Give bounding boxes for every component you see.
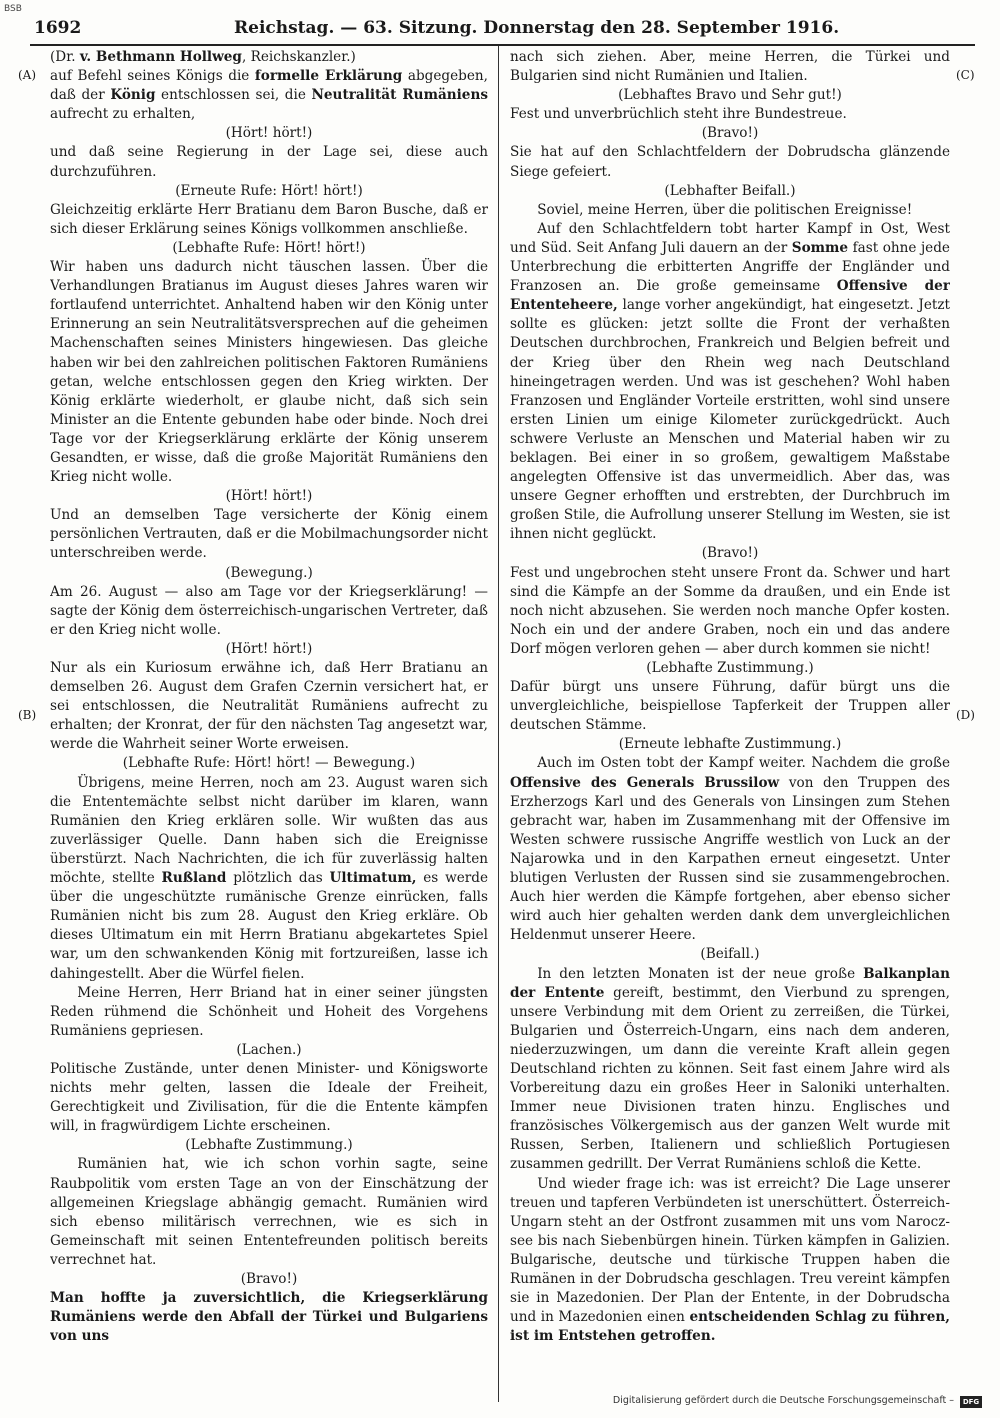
paragraph: Man hoffte ja zuversichtlich, die Kriegserklärung Rumäniens werde den Abfall der Türkei und Bulgariens von uns [50,1290,488,1345]
paragraph: Soviel, meine Herren, über die politischen Ereignisse! [537,201,913,218]
stage-direction: (Hört! hört!) [225,488,313,505]
library-mark: BSB [4,4,22,14]
paragraph: Politische Zustände, unter denen Minister- und Königsworte nichts mehr gelten, lassen die Ideale der Freiheit, Gerechtigkeit und Zivilisation, für die die Entente kämpfen will, in fragwürdigem Lichte erscheinen. [50,1060,488,1135]
paragraph: Nur als ein Kuriosum erwähne ich, daß Herr Bratianu an demselben 26. August dem Grafen Czernin versichert hat, er sei entschlossen, die Neutralität Rumäniens aufrecht zu erhalten; der Kronrat, der für den nächsten Tag angesetzt war, werde die Wahrheit seiner Worte erweisen. [50,660,488,753]
stage-direction: (Erneute Rufe: Hört! hört!) [175,182,363,199]
stage-direction: (Bewegung.) [225,564,313,581]
column-rule [498,46,499,1402]
paragraph: nach sich ziehen. Aber, meine Herren, die Türkei und Bulgarien sind nicht Rumänien und Italien. [510,49,950,85]
stage-direction: (Bravo!) [701,125,759,142]
margin-mark-a: (A) [18,68,37,82]
speaker-prefix: (Dr. [50,49,80,65]
paragraph: Fest und unverbrüchlich steht ihre Bundestreue. [510,106,847,123]
paragraph: Wir haben uns dadurch nicht täuschen lassen. Über die Verhandlungen Bratianus im August dieses Jahres waren wir fortlaufend unterrichtet. Anhaltend haben wir den König unter Erinnerung an sein Neutralitätsversprechen auf die geheimen Machenschaften seines Ministers hingewiesen. Das gleiche haben wir bei den zahlreichen politischen Faktoren Rumäniens getan, welche entschlossen gegen den Krieg wirkten. Der König erklärte wiederholt, er glaube nicht, daß sich sein Minister an die Entente gebunden habe oder binde. Noch drei Tage vor der Kriegserklärung erklärte der König unserem Gesandten, er wisse, daß die große Majorität Rumäniens den Krieg nicht wolle. [50,259,488,486]
speaker-line [50,48,488,67]
page-title: Reichstag. — 63. Sitzung. Donnerstag den 28. September 1916. [234,18,840,38]
paragraph: Rumänien hat, wie ich schon vorhin sagte, seine Raubpolitik vom ersten Tage an von der Einschätzung der allgemeinen Kriegslage abhängig gemacht. Rumänien wird sich ebenso militärisch verrechnen, wie es sich in Gemeinschaft mit seinen Ententefreunden politisch bereits verrechnet hat. [50,1156,488,1268]
stage-direction: (Lebhaftes Bravo und Sehr gut!) [618,87,842,104]
paragraph: Übrigens, meine Herren, noch am 23. August waren sich die Ententemächte selbst nicht darüber im klaren, wann Rumänien den Krieg erklären solle. Wir wußten das aus zuverlässiger Quelle. Dann haben sich die Ereignisse überstürzt. Nach Nachrichten, die ich für zuverlässig halten möchte, stellte Rußland plötzlich das Ultimatum, es werde über die ungeschützte rumänische Grenze einrücken, falls Rumänien nicht bis zum 28. August den Krieg erkläre. Ob dieses Ultimatum ein mit Herrn Bratianu abgekartetes Spiel war, um den schwankenden König mit fortzureißen, lasse ich dahingestellt. Aber die Würfel fielen. [50,774,488,982]
paragraph: Dafür bürgt uns unsere Führung, dafür bürgt uns die unvergleichliche, beispiellose Tapferkeit der Truppen aller deutschen Stämme. [510,679,950,734]
page-header [34,18,970,42]
stage-direction: (Lachen.) [236,1041,302,1058]
stage-direction: (Bravo!) [701,545,759,562]
stage-direction: (Bravo!) [240,1271,298,1287]
stage-direction: (Lebhafte Zustimmung.) [185,1137,353,1154]
paragraph: auf Befehl seines Königs die formelle Erklärung abgegeben, daß der König entschlossen sei, die Neutralität Rumäniens aufrecht zu erhalten, [50,68,488,123]
paragraph: In den letzten Monaten ist der neue große Balkanplan der Entente gereift, bestimmt, den Vierbund zu sprengen, unsere Verbindung mit dem Orient zu zerreißen, die Türkei, Bulgarien und Österreich-Ungarn, eins nach dem anderen, niederzuzwingen, um dann die vereinte Kraft allein gegen Deutschland richten zu können. Seit fast einem Jahre wird als Vorbereitung dazu ein großes Heer in Saloniki unterhalten. Immer neue Divisionen traten hinzu. Englisches und französisches Völkergemisch aus der ganzen Welt wurde mit Russen, Serben, Italienern und schließlich Portugiesen zusammen gedrillt. Der Verrat Rumäniens schloß die Kette. [510,965,950,1173]
paragraph: Auf den Schlachtfeldern tobt harter Kampf in Ost, West und Süd. Seit Anfang Juli dauern an der Somme fast ohne jede Unterbrechung die erbitterten Angriffe der Engländer und Franzosen an. Die große gemeinsame Offensive der Ententeheere, lange vorher angekündigt, hat eingesetzt. Jetzt sollte es glücken: jetzt sollte die Front der verhaßten Deutschen durchbrochen, Frankreich und Belgien befreit und der Krieg über den Rhein weg nach Deutschland hineingetragen werden. Und was ist geschehen? Wohl haben Franzosen und Engländer Vorteile erstritten, wohl sind unsere ersten Linien um einige Kilometer zurückgedrückt. Auch schwere Verluste an Menschen und Material haben wir zu beklagen. Bei einer in so großem, gewaltigem Maßstabe angelegten Offensive ist das unvermeidlich. Aber das, was unsere Gegner erhofften und erstrebten, der Durchbruch im großen Stile, die Aufrollung unserer Stellung im Westen, sie ist ihnen nicht geglückt. [510,220,950,543]
page-number: 1692 [34,18,82,38]
paragraph: Fest und ungebrochen steht unsere Front da. Schwer und hart sind die Kämpfe an der Somme da draußen, und ein Ende ist noch nicht abzusehen. Sie werden noch manche Opfer kosten. Noch ein und der andere Graben, noch ein und das andere Dorf mögen verloren gehen — aber durch kommen sie nicht! [510,564,950,657]
footer-credit: Digitalisierung gefördert durch die Deutsche Forschungsgemeinschaft – [612,1395,954,1406]
margin-mark-d: (D) [956,708,975,722]
paragraph: Und wieder frage ich: was ist erreicht? Die Lage unserer treuen und tapferen Verbündeten ist unerschüttert. Österreich-Ungarn steht an der Ostfront zusammen mit uns vom Naroczsee bis nach Siebenbürgen hinein. Türken kämpfen in Galizien. Bulgarische, deutsche und türkische Truppen haben die Rumänen in der Dobrudscha geschlagen. Treu vereint kämpfen sie in Mazedonien. Der Plan der Entente, in der Dobrudscha und in Mazedonien einen entscheidenden Schlag zu führen, ist im Entstehen getroffen. [510,1175,950,1345]
stage-direction: (Lebhafte Rufe: Hört! hört! — Bewegung.) [122,755,416,772]
right-column [510,48,950,1418]
paragraph: Sie hat auf den Schlachtfeldern der Dobrudscha glänzende Siege gefeiert. [510,144,950,180]
left-column [50,48,488,1418]
paragraph: Auch im Osten tobt der Kampf weiter. Nachdem die große Offensive des Generals Brussilow von den Truppen des Erzherzogs Karl und des Generals von Linsingen zum Stehen gebracht war, haben im Zusammenhang mit der Offensive im Westen schwere russische Angriffe westlich von Luck an der Najarowka und in den Karpathen erneut eingesetzt. Unter blutigen Verlusten der Russen sind sie zusammengebrochen. Auch hier werden die Kämpfe fortgehen, aber ebenso sicher wird auch hier gehalten werden dank dem unvergleichlichen Heldenmut unserer Heere. [510,755,950,944]
stage-direction: (Hört! hört!) [225,640,313,657]
header-rule [30,44,975,46]
paragraph: und daß seine Regierung in der Lage sei, diese auch durchzuführen. [50,144,488,180]
stage-direction: (Lebhafter Beifall.) [664,182,796,199]
speaker-role: , Reichskanzler.) [241,49,356,65]
paragraph: Am 26. August — also am Tage vor der Kriegserklärung! — sagte der König dem österreichisch-ungarischen Vertreter, daß er den Krieg nicht wolle. [50,583,488,638]
dfg-logo: DFG [960,1396,982,1408]
margin-mark-b: (B) [18,708,37,722]
stage-direction: (Hört! hört!) [225,125,313,142]
stage-direction: (Lebhafte Rufe: Hört! hört!) [172,239,366,256]
paragraph: Meine Herren, Herr Briand hat in einer seiner jüngsten Reden rühmend die Schönheit und Hoheit des Vorgehens Rumäniens gepriesen. [50,984,488,1039]
stage-direction: (Beifall.) [700,946,760,963]
paragraph: Gleichzeitig erklärte Herr Bratianu dem Baron Busche, daß er sich dieser Erklärung seines Königs vollkommen anschließe. [50,201,488,237]
speaker-name: v. Bethmann Hollweg [79,49,242,65]
stage-direction: (Lebhafte Zustimmung.) [646,660,814,676]
stage-direction: (Erneute lebhafte Zustimmung.) [618,736,842,753]
margin-mark-c: (C) [956,68,975,82]
paragraph: Und an demselben Tage versicherte der König einem persönlichen Vertrauten, daß er die Mobilmachungsorder nicht unterschreiben werde. [50,507,488,562]
